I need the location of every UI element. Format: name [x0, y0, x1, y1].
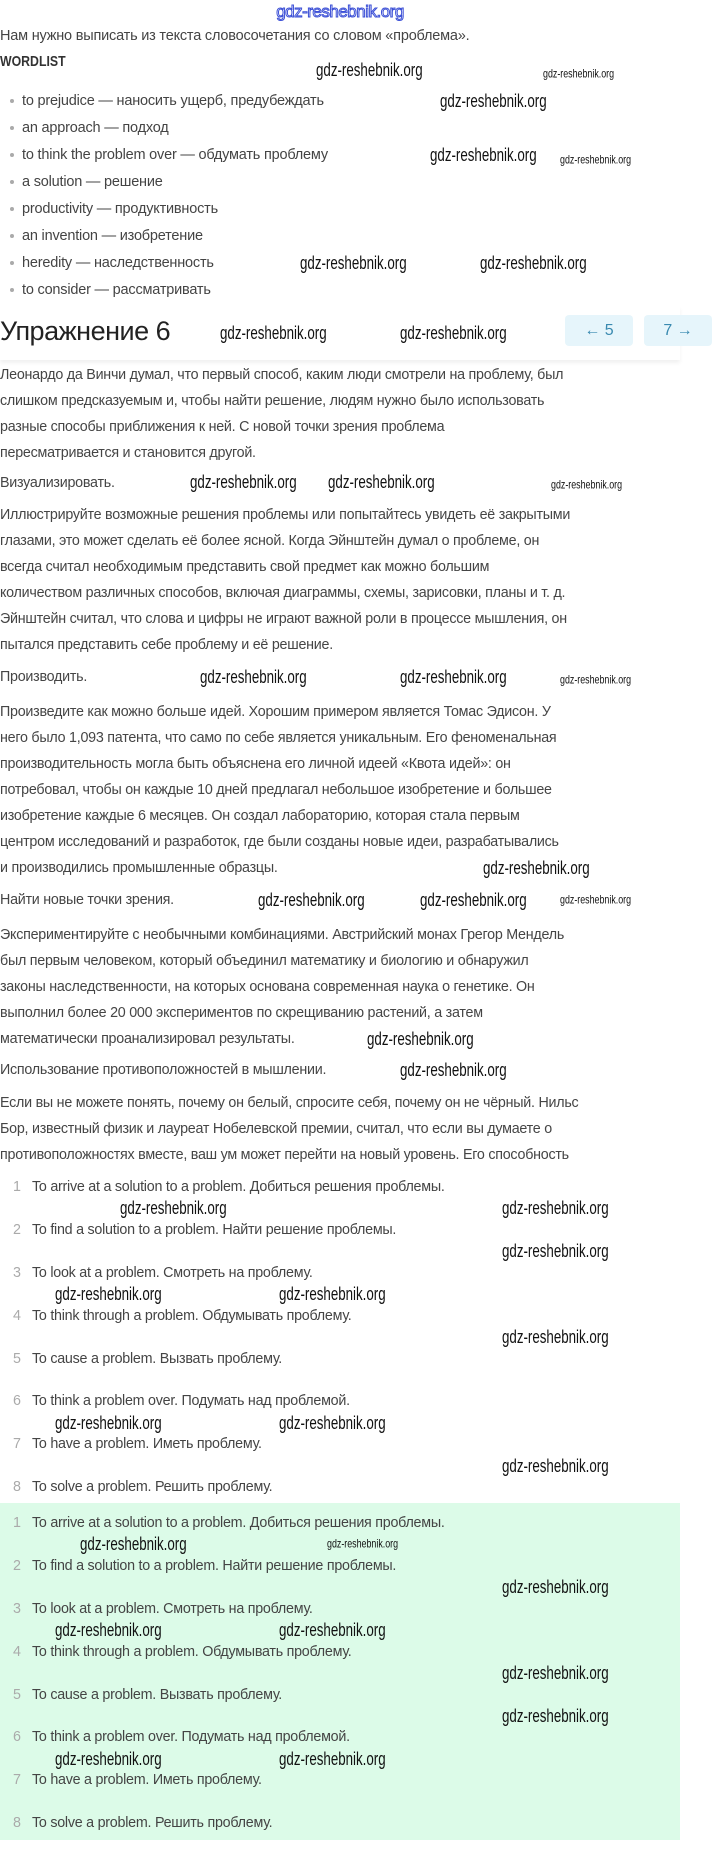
watermark-text: gdz-reshebnik.org [316, 60, 423, 80]
paragraph-2 [0, 502, 680, 658]
watermark-text: gdz-reshebnik.org [502, 1241, 609, 1261]
watermark-text: gdz-reshebnik.org [502, 1198, 609, 1218]
item-text: To look at a problem. Смотреть на проблему. [32, 1600, 313, 1617]
paragraph-1 [0, 362, 680, 466]
item-text: To solve a problem. Решить проблему. [32, 1479, 273, 1496]
watermark-text: gdz-reshebnik.org [430, 145, 537, 165]
item-number: 7 [13, 1436, 21, 1453]
next-exercise-button[interactable]: 7 → [644, 315, 712, 346]
text-line: потребовал, чтобы он каждые 10 дней предлагал небольшое изобретение и большее [0, 782, 552, 798]
watermark-text: gdz-reshebnik.org [420, 890, 527, 910]
watermark-text: gdz-reshebnik.org [200, 667, 307, 687]
top-watermark: gdz-reshebnik.org [276, 2, 404, 21]
item-number: 6 [13, 1729, 21, 1746]
watermark-text: gdz-reshebnik.org [502, 1706, 609, 1726]
paragraph-5 [0, 1090, 680, 1168]
item-text: To think a problem over. Подумать над проблемой. [32, 1393, 350, 1410]
bullet-icon [10, 99, 14, 103]
text-line: него было 1,093 патента, что само по себе является уникальным. Его феноменальная [0, 730, 557, 746]
item-number: 4 [13, 1307, 21, 1324]
text-line: Если вы не можете понять, почему он белый, спросите себя, почему он не чёрный. Нильс [0, 1095, 579, 1111]
text-line: Леонардо да Винчи думал, что первый способ, каким люди смотрели на проблему, был [0, 367, 564, 383]
wordlist-title: WORDLIST [0, 53, 66, 70]
watermark-text: gdz-reshebnik.org [55, 1284, 162, 1304]
wordlist-item [10, 250, 214, 277]
watermark-text: gdz-reshebnik.org [502, 1577, 609, 1597]
answer-list-highlighted [0, 1512, 680, 1855]
watermark-text: gdz-reshebnik.org [190, 472, 297, 492]
wordlist-item-text: heredity — наследственность [22, 255, 214, 271]
section-heading-new-views: Найти новые точки зрения. [0, 892, 174, 908]
text-line: противоположностях вместе, ваш ум может перейти на новый уровень. Его способность [0, 1147, 569, 1163]
text-line: Иллюстрируйте возможные решения проблемы или попытайтесь увидеть её закрытыми [0, 507, 571, 523]
watermark-text: gdz-reshebnik.org [279, 1620, 386, 1640]
watermark-text: gdz-reshebnik.org [258, 890, 365, 910]
list-item [0, 1769, 680, 1812]
item-text: To think a problem over. Подумать над проблемой. [32, 1729, 350, 1746]
wordlist-item [10, 115, 169, 142]
item-number: 2 [13, 1221, 21, 1238]
paragraph-4 [0, 922, 680, 1052]
text-line: Бор, известный физик и лауреат Нобелевской премии, считал, что если вы думаете о [0, 1121, 552, 1137]
text-line: центром исследований и разработок, где были созданы новые идеи, разрабатывались [0, 834, 559, 850]
watermark-text: gdz-reshebnik.org [80, 1534, 187, 1554]
bullet-icon [10, 234, 14, 238]
intro-text: Нам нужно выписать из текста словосочетания со словом «проблема». [0, 28, 470, 44]
watermark-text: gdz-reshebnik.org [560, 152, 632, 167]
wordlist-item-text: an approach — подход [22, 120, 169, 136]
item-text: To arrive at a solution to a problem. Добиться решения проблемы. [32, 1179, 445, 1195]
item-text: To cause a problem. Вызвать проблему. [32, 1686, 283, 1703]
list-item [0, 1812, 680, 1855]
watermark-text: gdz-reshebnik.org [300, 253, 407, 273]
wordlist-item [10, 142, 328, 169]
item-text: To have a problem. Иметь проблему. [32, 1772, 262, 1789]
bullet-icon [10, 288, 14, 292]
watermark-text: gdz-reshebnik.org [220, 323, 327, 343]
item-text: To find a solution to a problem. Найти решение проблемы. [32, 1221, 397, 1238]
watermark-text: gdz-reshebnik.org [483, 858, 590, 878]
prev-exercise-button[interactable]: ← 5 [565, 315, 633, 346]
page-title: Упражнение 6 [0, 316, 171, 346]
item-number: 1 [13, 1515, 21, 1531]
wordlist-item [10, 277, 211, 304]
item-number: 3 [13, 1264, 21, 1281]
watermark-text: gdz-reshebnik.org [55, 1620, 162, 1640]
wordlist-item-text: to consider — рассматривать [22, 282, 211, 298]
wordlist-item-text: a solution — решение [22, 174, 163, 190]
text-line: слишком предсказуемым и, чтобы найти решение, людям нужно было использовать [0, 393, 545, 409]
watermark-text: gdz-reshebnik.org [502, 1456, 609, 1476]
text-line: производительность могла быть объяснена его личной идеей «Квота идей»: он [0, 756, 511, 772]
watermark-text: gdz-reshebnik.org [328, 472, 435, 492]
text-line: выполнил более 20 000 экспериментов по скрещиванию растений, а затем [0, 1005, 483, 1021]
watermark-text: gdz-reshebnik.org [400, 667, 507, 687]
item-text: To think through a problem. Обдумывать проблему. [32, 1307, 352, 1324]
text-line: глазами, это может сделать её более ясной. Когда Эйнштейн думал о проблеме, он [0, 533, 540, 549]
bullet-icon [10, 180, 14, 184]
item-number: 6 [13, 1393, 21, 1410]
watermark-text: gdz-reshebnik.org [560, 672, 632, 687]
bullet-icon [10, 261, 14, 265]
watermark-text: gdz-reshebnik.org [502, 1327, 609, 1347]
item-number: 1 [13, 1179, 21, 1195]
watermark-text: gdz-reshebnik.org [551, 477, 623, 492]
watermark-text: gdz-reshebnik.org [400, 323, 507, 343]
item-text: To find a solution to a problem. Найти решение проблемы. [32, 1557, 397, 1574]
item-number: 5 [13, 1350, 21, 1367]
wordlist-item [10, 223, 203, 250]
item-number: 8 [13, 1815, 21, 1832]
text-line: всегда считал необходимым представить свой предмет как можно большим [0, 559, 490, 575]
watermark-text: gdz-reshebnik.org [400, 1060, 507, 1080]
paragraph-3 [0, 699, 680, 881]
text-line: Эйнштейн считал, что слова и цифры не играют важной роли в процессе мышления, он [0, 611, 567, 627]
text-line: изобретение каждые 6 месяцев. Он создал лабораторию, которая стала первым [0, 808, 520, 824]
section-heading-opposites: Использование противоположностей в мышлении. [0, 1062, 327, 1078]
watermark-text: gdz-reshebnik.org [543, 66, 615, 81]
wordlist-item-text: productivity — продуктивность [22, 201, 218, 217]
item-number: 4 [13, 1643, 21, 1660]
item-number: 7 [13, 1772, 21, 1789]
item-text: To look at a problem. Смотреть на проблему. [32, 1264, 313, 1281]
item-text: To solve a problem. Решить проблему. [32, 1815, 273, 1832]
bullet-icon [10, 153, 14, 157]
text-line: количеством различных способов, включая диаграммы, схемы, зарисовки, планы и т. д. [0, 585, 566, 601]
watermark-text: gdz-reshebnik.org [480, 253, 587, 273]
watermark-text: gdz-reshebnik.org [367, 1029, 474, 1049]
item-text: To cause a problem. Вызвать проблему. [32, 1350, 283, 1367]
item-number: 3 [13, 1600, 21, 1617]
watermark-text: gdz-reshebnik.org [279, 1284, 386, 1304]
watermark-text: gdz-reshebnik.org [120, 1198, 227, 1218]
wordlist [10, 88, 328, 304]
section-heading-visualize: Визуализировать. [0, 475, 115, 491]
text-line: был первым человеком, который объединил математику и биологию и обнаружил [0, 953, 529, 969]
bullet-icon [10, 126, 14, 130]
watermark-text: gdz-reshebnik.org [279, 1749, 386, 1769]
item-text: To think through a problem. Обдумывать проблему. [32, 1643, 352, 1660]
item-number: 8 [13, 1479, 21, 1496]
watermark-text: gdz-reshebnik.org [327, 1536, 399, 1551]
bullet-icon [10, 207, 14, 211]
watermark-text: gdz-reshebnik.org [55, 1749, 162, 1769]
text-line: Экспериментируйте с необычными комбинациями. Австрийский монах Грегор Мендель [0, 927, 565, 943]
watermark-text: gdz-reshebnik.org [560, 892, 632, 907]
text-line: и производились промышленные образцы. [0, 860, 278, 876]
exercise-header [0, 306, 693, 360]
text-line: Произведите как можно больше идей. Хорошим примером является Томас Эдисон. У [0, 704, 551, 720]
watermark-text: gdz-reshebnik.org [440, 91, 547, 111]
wordlist-item [10, 88, 324, 115]
section-heading-produce: Производить. [0, 669, 88, 685]
wordlist-item-text: to think the problem over — обдумать проблему [22, 147, 328, 163]
wordlist-item-text: an invention — изобретение [22, 228, 203, 244]
item-number: 5 [13, 1686, 21, 1703]
item-text: To arrive at a solution to a problem. Добиться решения проблемы. [32, 1515, 445, 1531]
wordlist-item [10, 169, 163, 196]
item-text: To have a problem. Иметь проблему. [32, 1436, 262, 1453]
watermark-text: gdz-reshebnik.org [55, 1413, 162, 1433]
text-line: разные способы приближения к ней. С новой точки зрения проблема [0, 419, 445, 435]
text-line: пересматривается и становится другой. [0, 445, 256, 461]
watermark-text: gdz-reshebnik.org [502, 1663, 609, 1683]
watermark-text: gdz-reshebnik.org [279, 1413, 386, 1433]
text-line: математически проанализировал результаты. [0, 1031, 295, 1047]
item-number: 2 [13, 1557, 21, 1574]
list-item [0, 1348, 680, 1391]
wordlist-item [10, 196, 218, 223]
text-line: законы наследственности, на которых основана современная наука о генетике. Он [0, 979, 535, 995]
text-line: пытался представить себе проблему и её решение. [0, 637, 333, 653]
wordlist-item-text: to prejudice — наносить ущерб, предубеждать [22, 93, 324, 109]
